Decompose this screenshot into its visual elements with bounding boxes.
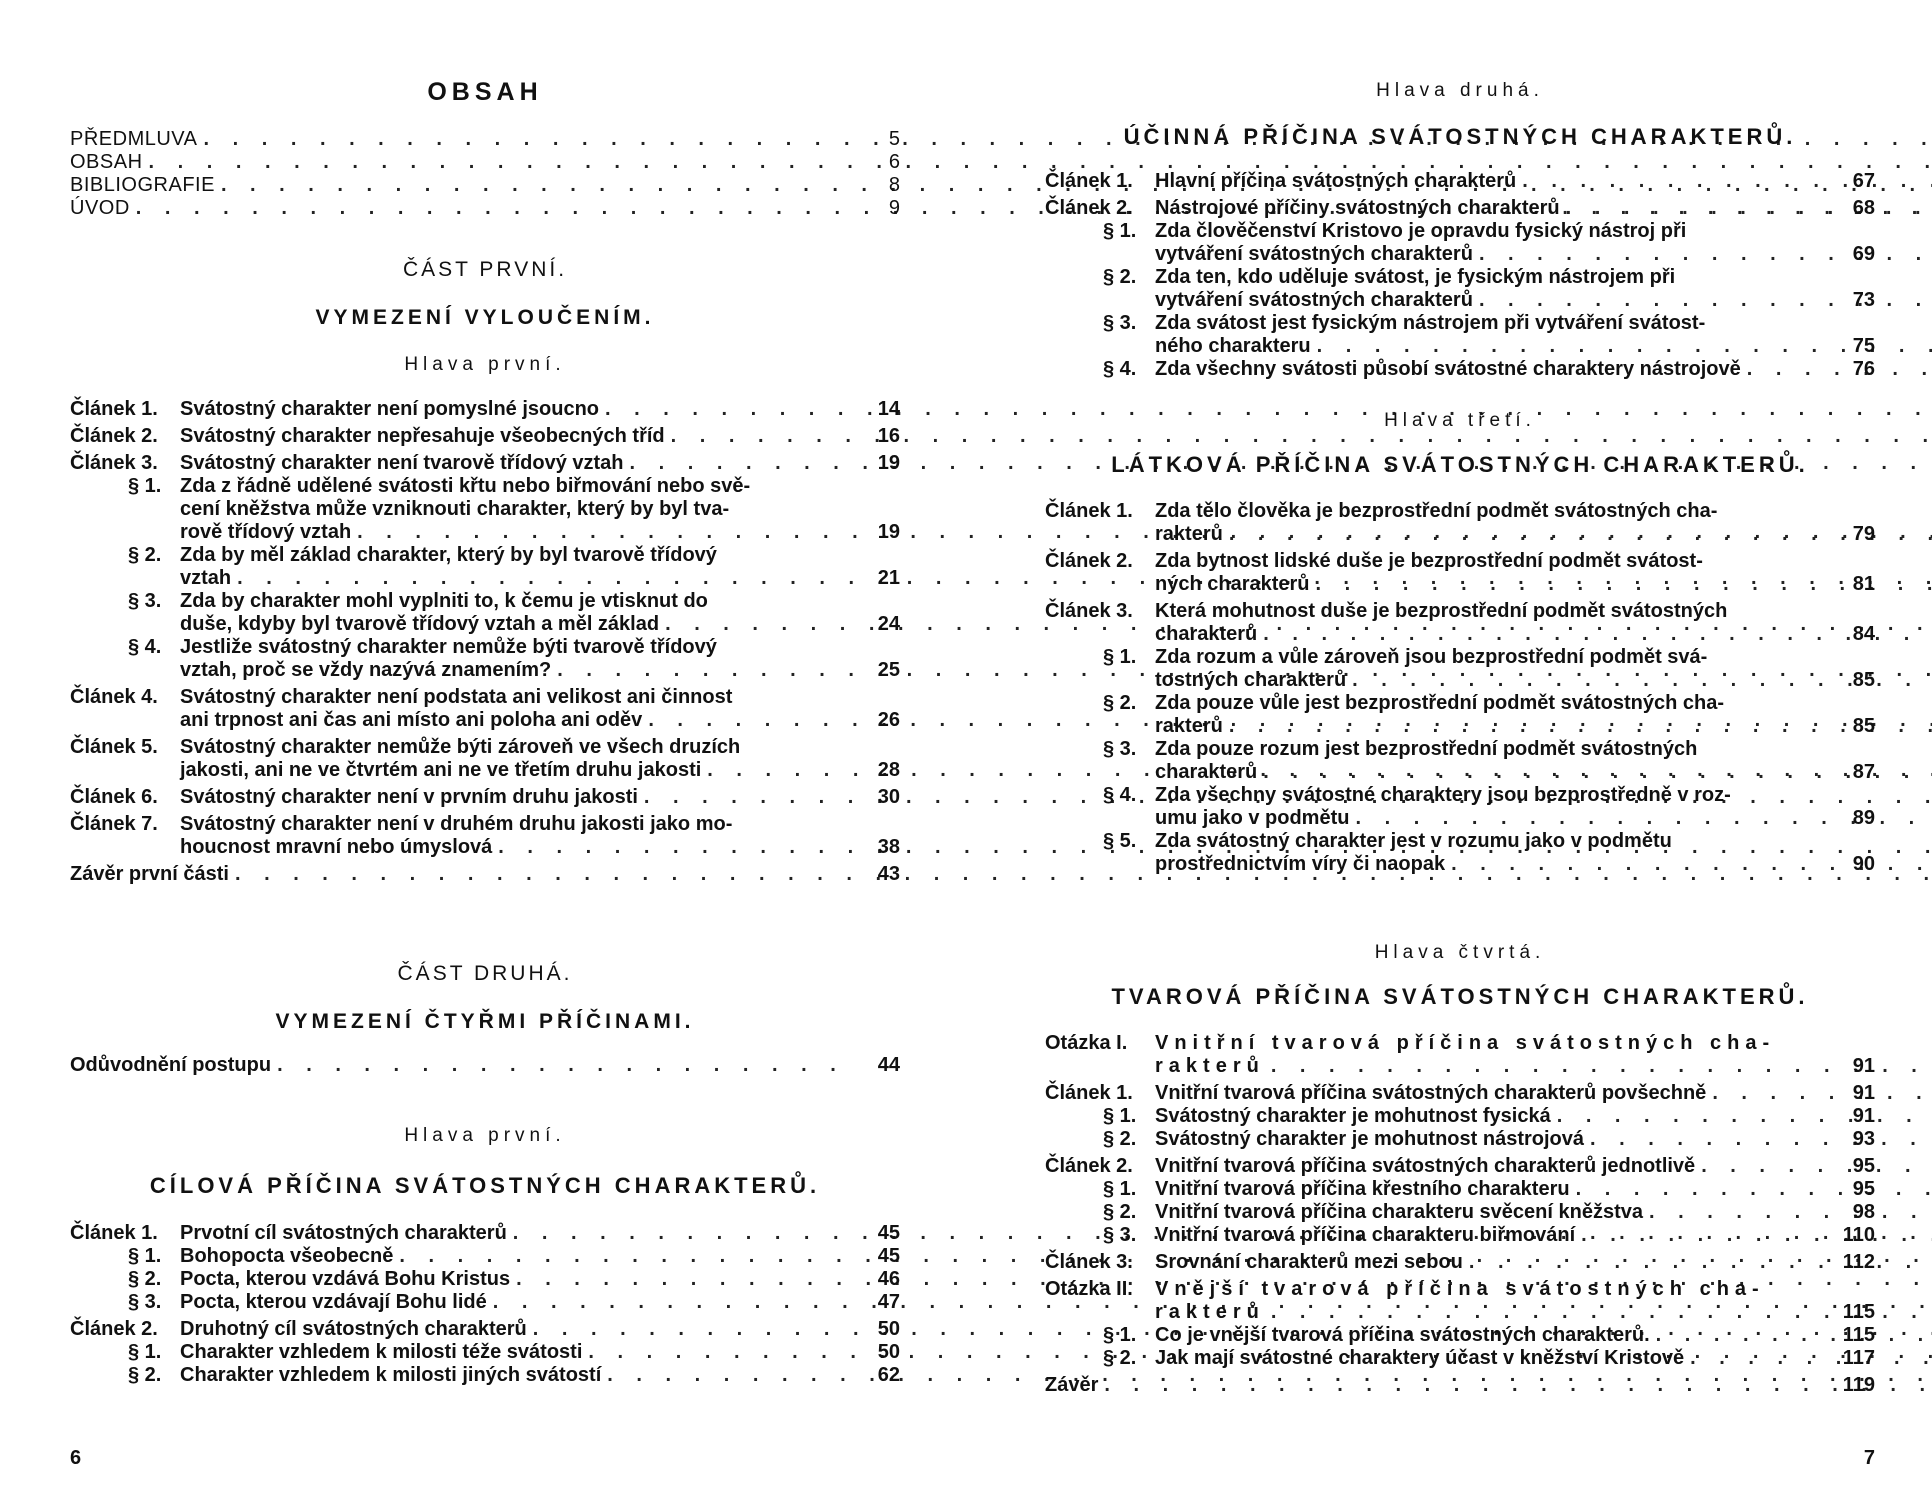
dot-leader: [1690, 1347, 1932, 1369]
entry-label: Otázka I.: [1045, 1032, 1128, 1054]
dot-leader: [1656, 1324, 1932, 1346]
entry-label: § 1.: [1103, 1105, 1137, 1127]
toc-entry: [1045, 170, 1875, 193]
toc-entry: [70, 1364, 900, 1387]
page-number: 6: [888, 151, 900, 173]
page-number: 43: [877, 863, 900, 885]
toc-entry: [1045, 1105, 1875, 1128]
page-number: 38: [877, 836, 900, 858]
front-matter-entry: [70, 128, 900, 151]
entry-text: Zda by měl základ charakter, který by byl tvarově třídový: [180, 544, 717, 566]
entry-text: Závěr: [1045, 1374, 1099, 1396]
entry-text: ani trpnost ani čas ani místo ani poloha ani oděv: [180, 709, 643, 731]
entry-label: § 4.: [128, 636, 162, 658]
entry-label: § 3.: [128, 1291, 162, 1313]
part-one-subtitle: VYMEZENÍ VYLOUČENÍM.: [315, 306, 655, 329]
entry-text: Svátostný charakter není tvarově třídový vztah: [180, 452, 624, 474]
front-matter-entry: [70, 174, 900, 197]
part-two-intro: [70, 1054, 900, 1077]
entry-text: Odůvodnění postupu: [70, 1054, 272, 1076]
entry-label: Článek 1.: [70, 398, 158, 420]
efficient-cause-heading: ÚČINNÁ PŘÍČINA SVÁTOSTNÝCH CHARAKTERŮ.: [1123, 124, 1797, 149]
toc-entry: [70, 590, 900, 636]
dot-leader: [277, 1054, 842, 1077]
page-number: 45: [877, 1245, 900, 1267]
entry-label: Článek 6.: [70, 786, 158, 808]
entry-label: § 3.: [128, 590, 162, 612]
toc-entry: [70, 786, 900, 809]
entry-text: Vnější tvarová příčina svátostných cha-: [1155, 1278, 1765, 1300]
entry-label: § 2.: [1103, 692, 1137, 714]
entry-text: Svátostný charakter nemůže býti zároveň ve všech druzích: [180, 736, 741, 758]
entry-text: prostřednictvím víry či naopak: [1155, 853, 1446, 875]
entry-label: § 1.: [128, 475, 162, 497]
entry-text: charakterů: [1155, 761, 1258, 783]
toc-entry: [70, 1054, 900, 1077]
toc-entry: [1045, 1178, 1875, 1201]
page-number: 25: [877, 659, 900, 681]
entry-label: Článek 2.: [1045, 1155, 1133, 1177]
dot-leader: [1566, 197, 1932, 219]
page-number: 5: [888, 128, 900, 150]
entry-text: Charakter vzhledem k milosti jiných svátostí: [180, 1364, 602, 1386]
entry-label: Článek 3.: [70, 452, 158, 474]
toc-entry: [70, 736, 900, 782]
toc-entry: [1045, 1128, 1875, 1151]
toc-entry: [1045, 266, 1875, 312]
page-number: 76: [1852, 358, 1875, 380]
page-number: 47: [877, 1291, 900, 1313]
entry-label: Článek 2.: [70, 1318, 158, 1340]
page-number: 87: [1852, 761, 1875, 783]
efficient-cause-entries: [1045, 170, 1875, 381]
entry-label: § 1.: [128, 1341, 162, 1363]
entry-text: ÚVOD: [70, 197, 130, 219]
entry-text: Srovnání charakterů mezi sebou: [1155, 1251, 1463, 1273]
material-cause-heading: LÁTKOVÁ PŘÍČINA SVÁTOSTNÝCH CHARAKTERŮ.: [1111, 452, 1809, 477]
page-number: 91: [1852, 1082, 1875, 1104]
entry-label: Článek 1.: [70, 1222, 158, 1244]
page-number: 50: [877, 1318, 900, 1340]
entry-label: Článek 4.: [70, 686, 158, 708]
page-number: 91: [1852, 1055, 1875, 1077]
toc-entry: [70, 1268, 900, 1291]
entry-text: Charakter vzhledem k milosti téže svátosti: [180, 1341, 583, 1363]
toc-entry: [1045, 1251, 1875, 1274]
entry-text: tostných charakterů: [1155, 669, 1347, 691]
entry-label: § 3.: [1103, 312, 1137, 334]
page-number: 89: [1852, 807, 1875, 829]
toc-entry: [1045, 1324, 1875, 1347]
entry-text: jakosti, ani ne ve čtvrtém ani ne ve třetím druhu jakosti: [180, 759, 702, 781]
entry-text: Hlavní příčina svátostných charakterů: [1155, 170, 1517, 192]
dot-leader: [1581, 1224, 1932, 1246]
page-number: 26: [877, 709, 900, 731]
toc-entry: [70, 1222, 900, 1245]
entry-text: Pocta, kterou vzdávají Bohu lidé: [180, 1291, 487, 1313]
entry-text: cení kněžstva může vzniknouti charakter, který by byl tva-: [180, 498, 730, 520]
toc-entry: [70, 475, 900, 544]
entry-text: Závěr první části: [70, 863, 229, 885]
toc-entry: [70, 1245, 900, 1268]
page-number: 85: [1852, 715, 1875, 737]
toc-entry: [1045, 1155, 1875, 1178]
entry-text: Jestliže svátostný charakter nemůže býti tvarově třídový: [180, 636, 717, 658]
page-number: 90: [1852, 853, 1875, 875]
entry-text: rakterů: [1155, 715, 1223, 737]
left-page-number: 6: [70, 1447, 82, 1469]
entry-text: rově třídový vztah: [180, 521, 352, 543]
page-number: 50: [877, 1341, 900, 1363]
toc-entry: [1045, 550, 1875, 596]
toc-entry: [1045, 784, 1875, 830]
page-number: 9: [888, 197, 900, 219]
chapter-two-heading: Hlava druhá.: [1376, 80, 1544, 101]
entry-label: Článek 1.: [1045, 170, 1133, 192]
toc-entry: [1045, 692, 1875, 738]
page-number: 115: [1842, 1301, 1875, 1323]
chapter-three-heading: Hlava třetí.: [1384, 410, 1536, 431]
chapter-four-heading: Hlava čtvrtá.: [1374, 942, 1546, 963]
entry-text: vztah: [180, 567, 232, 589]
entry-text: Vnitřní tvarová příčina svátostných charakterů povšechně: [1155, 1082, 1707, 1104]
page-number: 8: [888, 174, 900, 196]
entry-text: Zda z řádně udělené svátosti křtu nebo biřmování nebo svě-: [180, 475, 751, 497]
page-number: 28: [877, 759, 900, 781]
entry-text: umu jako v podmětu: [1155, 807, 1350, 829]
entry-text: Svátostný charakter je mohutnost nástrojová: [1155, 1128, 1585, 1150]
page-number: 62: [877, 1364, 900, 1386]
page-number: 68: [1852, 197, 1875, 219]
part-two-chapter-heading: Hlava první.: [404, 1125, 566, 1146]
entry-text: duše, kdyby byl tvarově třídový vztah a měl základ: [180, 613, 660, 635]
entry-text: Svátostný charakter je mohutnost fysická: [1155, 1105, 1551, 1127]
entry-text: rakterů: [1155, 1055, 1265, 1077]
part-two-heading: ČÁST DRUHÁ.: [397, 962, 573, 985]
front-matter-entry: [70, 151, 900, 174]
entry-text: Vnitřní tvarová příčina charakteru svěcení kněžstva: [1155, 1201, 1643, 1223]
page-number: 44: [877, 1054, 900, 1076]
toc-entry: [1045, 1347, 1875, 1370]
entry-label: § 3.: [1103, 1224, 1137, 1246]
toc-entry: [70, 398, 900, 421]
entry-text: Zda všechny svátostné charaktery jsou bezprostředně v roz-: [1155, 784, 1731, 806]
entry-label: § 5.: [1103, 830, 1137, 852]
page-number: 16: [877, 425, 900, 447]
entry-label: § 4.: [1103, 784, 1137, 806]
page-number: 85: [1852, 669, 1875, 691]
entry-text: Vnitřní tvarová příčina křestního charakteru: [1155, 1178, 1570, 1200]
contents-title: OBSAH: [427, 78, 543, 106]
page-number: 95: [1852, 1155, 1875, 1177]
entry-text: Bohopocta všeobecně: [180, 1245, 394, 1267]
entry-label: § 4.: [1103, 358, 1137, 380]
toc-entry: [1045, 1374, 1875, 1397]
right-page-number: 7: [1863, 1447, 1875, 1469]
entry-text: Jak mají svátostné charaktery účast v kněžství Kristově: [1155, 1347, 1685, 1369]
entry-text: Vnitřní tvarová příčina charakteru biřmování: [1155, 1224, 1576, 1246]
entry-label: § 2.: [128, 1364, 162, 1386]
page-number: 73: [1852, 289, 1875, 311]
page-number: 46: [877, 1268, 900, 1290]
entry-text: Zda by charakter mohl vyplniti to, k čemu je vtisknut do: [180, 590, 708, 612]
final-cause-entries: [70, 1222, 900, 1387]
formal-cause-heading: TVAROVÁ PŘÍČINA SVÁTOSTNÝCH CHARAKTERŮ.: [1111, 984, 1809, 1009]
entry-text: Vnitřní tvarová příčina svátostných charakterů jednotlivě: [1155, 1155, 1696, 1177]
entry-label: Článek 3.: [1045, 1251, 1133, 1273]
page-number: 91: [1852, 1105, 1875, 1127]
entry-label: § 1.: [1103, 1324, 1137, 1346]
toc-entry: [1045, 1224, 1875, 1247]
dot-leader: [1104, 1374, 1932, 1396]
entry-label: § 3.: [1103, 738, 1137, 760]
entry-label: § 1.: [1103, 220, 1137, 242]
toc-entry: [1045, 1278, 1875, 1324]
page-number: 119: [1842, 1374, 1875, 1396]
entry-label: § 2.: [1103, 1201, 1137, 1223]
page-number: 19: [877, 521, 900, 543]
entry-text: Nástrojové příčiny svátostných charakterů: [1155, 197, 1560, 219]
entry-label: Článek 2.: [70, 425, 158, 447]
toc-entry: [1045, 830, 1875, 876]
dot-leader: [1649, 1201, 1932, 1223]
part-one-entries: [70, 398, 900, 886]
entry-text: Svátostný charakter není v prvním druhu jakosti: [180, 786, 638, 808]
entry-label: Otázka II.: [1045, 1278, 1133, 1300]
entry-text: vztah, proč se vždy nazývá znamením?: [180, 659, 552, 681]
entry-label: Článek 2.: [1045, 197, 1133, 219]
entry-label: § 2.: [1103, 1347, 1137, 1369]
entry-text: Zda pouze rozum jest bezprostřední podmět svátostných: [1155, 738, 1698, 760]
toc-entry: [70, 452, 900, 475]
page-number: 24: [877, 613, 900, 635]
entry-label: § 2.: [128, 1268, 162, 1290]
page-number: 21: [877, 567, 900, 589]
entry-text: Svátostný charakter nepřesahuje všeobecných tříd: [180, 425, 665, 447]
toc-entry: [1045, 197, 1875, 220]
entry-text: Zda všechny svátosti působí svátostné charaktery nástrojově: [1155, 358, 1741, 380]
entry-text: Svátostný charakter není pomyslné jsoucno: [180, 398, 600, 420]
right-page: [1045, 0, 1875, 1500]
entry-text: Zda tělo člověka je bezprostřední podmět svátostných cha-: [1155, 500, 1718, 522]
toc-entry: [70, 863, 900, 886]
entry-text: houcnost mravní nebo úmyslová: [180, 836, 493, 858]
page-number: 84: [1852, 623, 1875, 645]
toc-entry: [70, 544, 900, 590]
page-number: 95: [1852, 1178, 1875, 1200]
entry-label: § 2.: [128, 544, 162, 566]
entry-text: vytváření svátostných charakterů: [1155, 289, 1473, 311]
part-two-subtitle: VYMEZENÍ ČTYŘMI PŘÍČINAMI.: [275, 1010, 695, 1033]
toc-entry: [1045, 646, 1875, 692]
toc-entry: [70, 425, 900, 448]
entry-text: Druhotný cíl svátostných charakterů: [180, 1318, 527, 1340]
entry-text: Svátostný charakter není v druhém druhu jakosti jako mo-: [180, 813, 733, 835]
entry-label: § 1.: [1103, 646, 1137, 668]
dot-leader: [1576, 1178, 1932, 1200]
entry-text: Zda svátostný charakter jest v rozumu jako v podmětu: [1155, 830, 1672, 852]
toc-entry: [1045, 358, 1875, 381]
toc-entry: [1045, 220, 1875, 266]
page-number: 30: [877, 786, 900, 808]
toc-entry: [1045, 312, 1875, 358]
entry-text: rakterů: [1155, 1301, 1265, 1323]
page-number: 67: [1852, 170, 1875, 192]
toc-entry: [1045, 500, 1875, 546]
toc-entry: [70, 636, 900, 682]
entry-text: Zda bytnost lidské duše je bezprostřední podmět svátost-: [1155, 550, 1703, 572]
toc-entry: [70, 686, 900, 732]
entry-label: § 1.: [128, 1245, 162, 1267]
entry-text: OBSAH: [70, 151, 143, 173]
page-number: 115: [1842, 1324, 1875, 1346]
front-matter-entry: [70, 197, 900, 220]
entry-text: Zda pouze vůle jest bezprostřední podmět svátostných cha-: [1155, 692, 1724, 714]
dot-leader: [1557, 1105, 1932, 1127]
page-number: 112: [1842, 1251, 1875, 1273]
page-number: 45: [877, 1222, 900, 1244]
page-number: 81: [1852, 573, 1875, 595]
page-number: 98: [1852, 1201, 1875, 1223]
dot-leader: [1590, 1128, 1932, 1150]
toc-entry: [1045, 1201, 1875, 1224]
entry-label: Článek 1.: [1045, 500, 1133, 522]
entry-text: charakterů: [1155, 623, 1258, 645]
entry-text: Vnitřní tvarová příčina svátostných cha-: [1155, 1032, 1776, 1054]
toc-entry: [1045, 738, 1875, 784]
toc-entry: [70, 1341, 900, 1364]
entry-label: § 1.: [1103, 1178, 1137, 1200]
material-cause-entries: [1045, 500, 1875, 876]
page-number: 69: [1852, 243, 1875, 265]
entry-text: Zda ten, kdo uděluje svátost, je fysickým nástrojem při: [1155, 266, 1676, 288]
formal-cause-entries: [1045, 1032, 1875, 1397]
page-number: 14: [877, 398, 900, 420]
left-page: [70, 0, 900, 1500]
toc-entry: [1045, 600, 1875, 646]
page-number: 75: [1852, 335, 1875, 357]
entry-label: Článek 1.: [1045, 1082, 1133, 1104]
part-one-heading: ČÁST PRVNÍ.: [402, 258, 568, 281]
entry-label: § 2.: [1103, 266, 1137, 288]
page-number: 110: [1842, 1224, 1875, 1246]
entry-text: Která mohutnost duše je bezprostřední podmět svátostných: [1155, 600, 1728, 622]
toc-entry: [70, 1318, 900, 1341]
entry-label: Článek 2.: [1045, 550, 1133, 572]
entry-text: rakterů: [1155, 523, 1223, 545]
entry-text: BIBLIOGRAFIE: [70, 174, 215, 196]
entry-label: § 2.: [1103, 1128, 1137, 1150]
final-cause-heading: CÍLOVÁ PŘÍČINA SVÁTOSTNÝCH CHARAKTERŮ.: [149, 1173, 821, 1198]
toc-entry: [70, 813, 900, 859]
entry-text: Zda člověčenství Kristovo je opravdu fysický nástroj při: [1155, 220, 1687, 242]
page-number: 117: [1842, 1347, 1875, 1369]
entry-text: Prvotní cíl svátostných charakterů: [180, 1222, 507, 1244]
chapter-one-heading: Hlava první.: [404, 354, 566, 375]
page-number: 93: [1852, 1128, 1875, 1150]
entry-text: ného charakteru: [1155, 335, 1311, 357]
dot-leader: [1712, 1082, 1932, 1104]
entry-text: Svátostný charakter není podstata ani velikost ani činnost: [180, 686, 733, 708]
entry-label: Článek 5.: [70, 736, 158, 758]
toc-entry: [1045, 1082, 1875, 1105]
page-number: 19: [877, 452, 900, 474]
front-matter-list: [70, 128, 900, 220]
entry-text: Zda rozum a vůle zároveň jsou bezprostřední podmět svá-: [1155, 646, 1708, 668]
entry-text: Co je vnější tvarová příčina svátostných charakterů.: [1155, 1324, 1650, 1346]
entry-text: Zda svátost jest fysickým nástrojem při vytváření svátost-: [1155, 312, 1706, 334]
entry-text: ných charakterů: [1155, 573, 1310, 595]
page-number: 79: [1852, 523, 1875, 545]
dot-leader: [1701, 1155, 1932, 1177]
entry-text: vytváření svátostných charakterů: [1155, 243, 1473, 265]
entry-text: PŘEDMLUVA: [70, 128, 198, 150]
toc-entry: [70, 1291, 900, 1314]
entry-label: Článek 7.: [70, 813, 158, 835]
toc-entry: [1045, 1032, 1875, 1078]
entry-label: Článek 3.: [1045, 600, 1133, 622]
entry-text: Pocta, kterou vzdává Bohu Kristus: [180, 1268, 511, 1290]
